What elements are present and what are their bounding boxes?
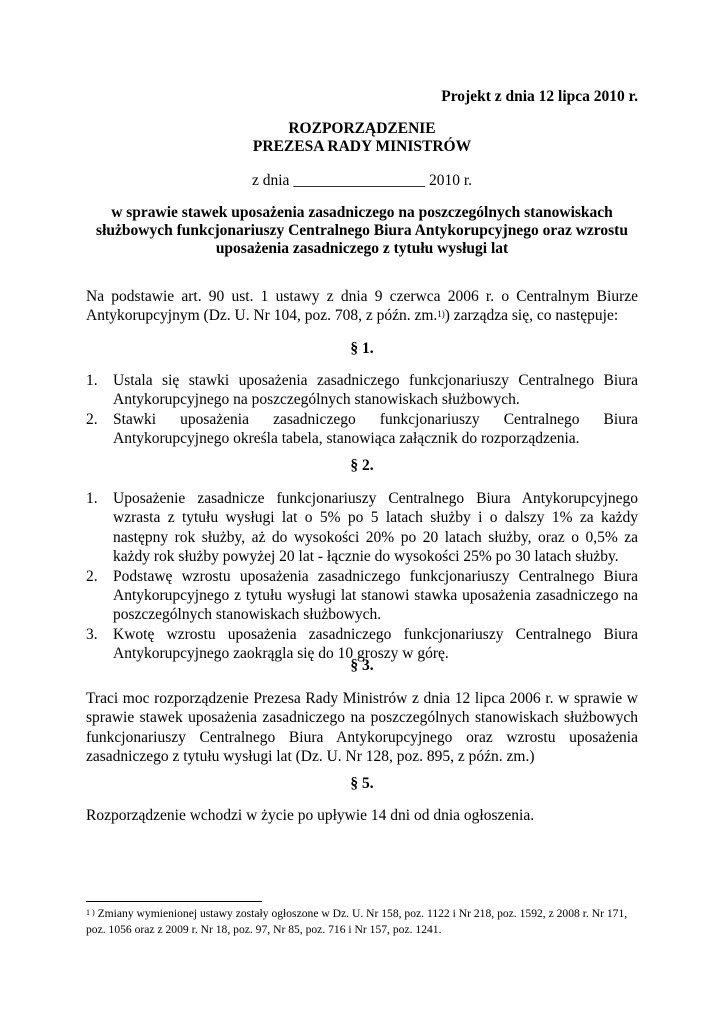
list-item-text: Kwotę wzrostu uposażenia zasadniczego funkcjonariuszy Centralnego Biura Antykorupcyjnego zaokrągla się do 10 groszy w górę.	[113, 625, 638, 662]
title-line-1: ROZPORZĄDZENIE	[288, 120, 436, 137]
footnote-marker: 1 )	[86, 908, 95, 917]
section-2-heading: § 2.	[350, 457, 374, 474]
section-2-list	[86, 489, 638, 663]
preamble	[86, 287, 638, 326]
list-item-text: Uposażenie zasadnicze funkcjonariuszy Centralnego Biura Antykorupcyjnego wzrasta z tytułu wysługi lat o 5% po 5 latach służby i o dalszy 1% za każdy następny rok służby, aż do wysokości 20% po 20 latach służby, oraz o 0,5% za każdy rok służby powyżej 20 lat - łącznie do wysokości 25% po 30 latach służby.	[113, 490, 638, 566]
section-1-heading: § 1.	[350, 340, 374, 357]
list-item-text: Podstawę wzrostu uposażenia zasadniczego funkcjonariuszy Centralnego Biura Antykorupcyjnego z tytułu wysługi lat stanowi stawka uposażenia zasadniczego na poszczególnych stanowiskach służbowych.	[113, 567, 638, 624]
section-1-list	[86, 371, 638, 449]
title-line-2: PREZESA RADY MINISTRÓW	[252, 137, 472, 155]
list-item-text: Ustala się stawki uposażenia zasadniczego funkcjonariuszy Centralnego Biura Antykorupcyjnego na poszczególnych stanowiskach służbowych.	[113, 372, 638, 409]
list-item-number: 2.	[86, 567, 98, 585]
section-5-text: Rozporządzenie wchodzi w życie po upływie 14 dni od dnia ogłoszenia.	[86, 807, 535, 824]
footnote	[86, 906, 638, 937]
list-item-number: 2.	[86, 410, 98, 428]
document-title	[0, 120, 724, 156]
project-date-header: Projekt z dnia 12 lipca 2010 r.	[441, 88, 638, 105]
preamble-text-end: ) zarządza się, co następuje:	[444, 307, 619, 325]
section-5-heading: § 5.	[350, 775, 374, 792]
list-item-text: Stawki uposażenia zasadniczego funkcjonariuszy Centralnego Biura Antykorupcyjnego określa tabela, stanowiąca załącznik do rozporządzenia.	[113, 410, 638, 448]
list-item-number: 1.	[86, 372, 98, 389]
section-3-text: Traci moc rozporządzenie Prezesa Rady Ministrów z dnia 12 lipca 2006 r. w sprawie w sprawie stawek uposażenia zasadniczego na poszczególnych stanowiskach służbowych funkcjonariuszy Centralnego Biura Antykorupcyjnego oraz wzrostu uposażenia zasadniczego z tytułu wysługi lat (Dz. U. Nr 128, poz. 895, z późn. zm.)	[86, 690, 638, 766]
section-3-heading: § 3.	[350, 657, 374, 674]
list-item	[86, 410, 638, 449]
footnote-divider	[86, 901, 262, 902]
footnote-reference: 1)	[437, 309, 445, 320]
list-item-number: 3.	[86, 625, 98, 643]
document-subject: w sprawie stawek uposażenia zasadniczego na poszczególnych stanowiskach służbowych funkcjonariuszy Centralnego Biura Antykorupcyjnego oraz wzrostu uposażenia zasadniczego z tytułu wysługi lat	[96, 204, 628, 258]
footnote-text: Zmiany wymienionej ustawy zostały ogłoszone w Dz. U. Nr 158, poz. 1122 i Nr 218, poz. 1592, z 2008 r. Nr 171, poz. 1056 oraz z 2009 r. Nr 18, poz. 97, Nr 85, poz. 716 i Nr 157, poz. 1241.	[86, 907, 628, 936]
list-item	[86, 567, 638, 625]
list-item	[86, 371, 638, 410]
list-item	[86, 489, 638, 567]
document-date: z dnia _________________ 2010 r.	[252, 172, 472, 189]
preamble-text: Na podstawie art. 90 ust. 1 ustawy z dnia 9 czerwca 2006 r. o Centralnym Biurze Antykorupcyjnym (Dz. U. Nr 104, poz. 708, z późn. zm.	[86, 288, 638, 325]
list-item-number: 1.	[86, 490, 98, 507]
